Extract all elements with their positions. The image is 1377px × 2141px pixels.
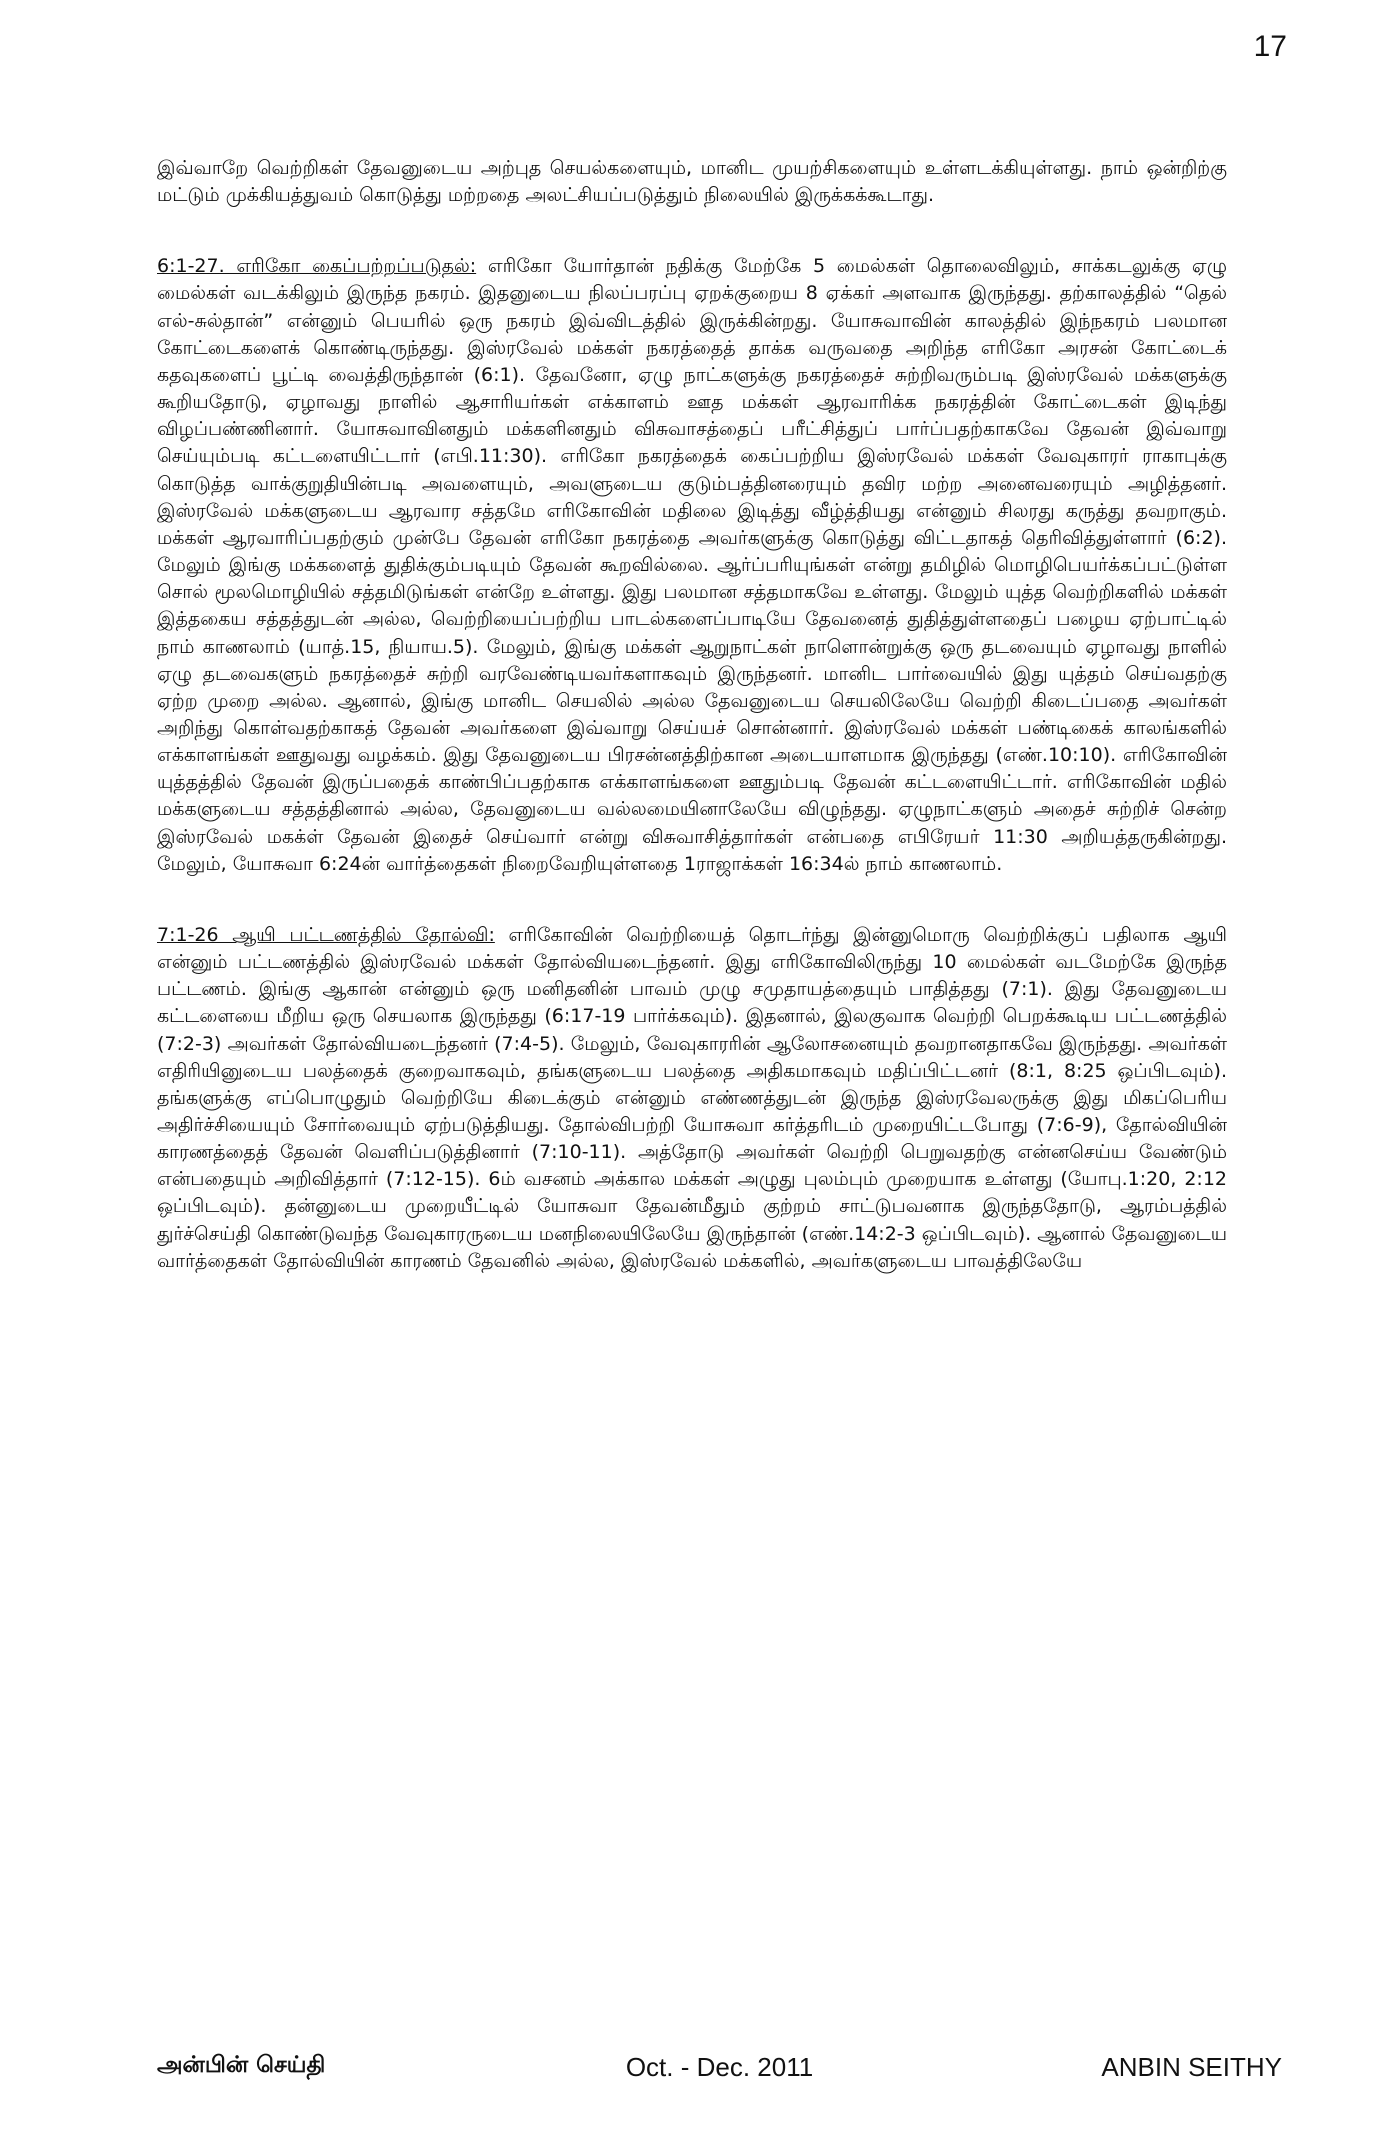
paragraph-ai-defeat (157, 922, 1227, 1275)
footer-magazine-name-english: ANBIN SEITHY (1101, 2052, 1282, 2082)
section-heading-jericho: 6:1-27. எரிகோ கைப்பற்றப்படுதல்: (157, 255, 477, 278)
page-number: 17 (1253, 30, 1287, 63)
section-heading-ai-defeat: 7:1-26 ஆயி பட்டணத்தில் தோல்வி: (157, 923, 495, 946)
paragraph-text: எரிகோவின் வெற்றியைத் தொடர்ந்து இன்னுமொரு வெற்றிக்குப் பதிலாக ஆயி என்னும் பட்டணத்தில் இஸ்ரவேல் மக்கள் தோல்வியடைந்தனர். இது எரிகோவிலிருந்து 10 மைல்கள் வடமேற்கே இருந்த பட்டணம். இங்கு ஆகான் என்னும் ஒரு மனிதனின் பாவம் முழு சமுதாயத்தையும் பாதித்தது (7:1). இது தேவனுடைய கட்டளையை மீறிய ஒரு செயலாக இருந்தது (6:17-19 பார்க்கவும்). இதனால், இலகுவாக வெற்றி பெறக்கூடிய பட்டணத்தில் (7:2-3) அவர்கள் தோல்வியடைந்தனர் (7:4-5). மேலும், வேவுகாரரின் ஆலோசனையும் தவறானதாகவே இருந்தது. அவர்கள் எதிரியினுடைய பலத்தைக் குறைவாகவும், தங்களுடைய பலத்தை அதிகமாகவும் மதிப்பிட்டனர் (8:1, 8:25 ஒப்பிடவும்). தங்களுக்கு எப்பொழுதும் வெற்றியே கிடைக்கும் என்னும் எண்ணத்துடன் இருந்த இஸ்ரவேலருக்கு இது மிகப்பெரிய அதிர்ச்சியையும் சோர்வையும் ஏற்படுத்தியது. தோல்விபற்றி யோசுவா கர்த்தரிடம் முறையிட்டபோது (7:6-9), தோல்வியின் காரணத்தைத் தேவன் வெளிப்படுத்தினார் (7:10-11). அத்தோடு அவர்கள் வெற்றி பெறுவதற்கு என்னசெய்ய வேண்டும் என்பதையும் அறிவித்தார் (7:12-15). 6ம் வசனம் அக்கால மக்கள் அழுது புலம்பும் முறையாக உள்ளது (யோபு.1:20, 2:12 ஒப்பிடவும்). தன்னுடைய முறையீட்டில் யோசுவா தேவன்மீதும் குற்றம் சாட்டுபவனாக இருந்ததோடு, ஆரம்பத்தில் துர்ச்செய்தி கொண்டுவந்த வேவுகாரருடைய மனநிலையிலேயே இருந்தான் (எண்.14:2-3 ஒப்பிடவும்). ஆனால் தேவனுடைய வார்த்தைகள் தோல்வியின் காரணம் தேவனில் அல்ல, இஸ்ரவேல் மக்களில், அவர்களுடைய பாவத்திலேயே (157, 923, 1227, 1272)
paragraph-jericho (157, 253, 1227, 878)
footer-magazine-name-tamil: அன்பின் செய்தி (157, 2052, 326, 2078)
paragraph-text: எரிகோ யோர்தான் நதிக்கு மேற்கே 5 மைல்கள் தொலைவிலும், சாக்கடலுக்கு ஏழு மைல்கள் வடக்கிலும் இருந்த நகரம். இதனுடைய நிலப்பரப்பு ஏறக்குறைய 8 ஏக்கர் அளவாக இருந்தது. தற்காலத்தில் “தெல் எல்-சுல்தான்” என்னும் பெயரில் ஒரு நகரம் இவ்விடத்தில் இருக்கின்றது. யோசுவாவின் காலத்தில் இந்நகரம் பலமான கோட்டைகளைக் கொண்டிருந்தது. இஸ்ரவேல் மக்கள் நகரத்தைத் தாக்க வருவதை அறிந்த எரிகோ அரசன் கோட்டைக் கதவுகளைப் பூட்டி வைத்திருந்தான் (6:1). தேவனோ, ஏழு நாட்களுக்கு நகரத்தைச் சுற்றிவரும்படி இஸ்ரவேல் மக்களுக்கு கூறியதோடு, ஏழாவது நாளில் ஆசாரியர்கள் எக்காளம் ஊத மக்கள் ஆரவாரிக்க நகரத்தின் கோட்டைகள் இடிந்து விழப்பண்ணினார். யோசுவாவினதும் மக்களினதும் விசுவாசத்தைப் பரீட்சித்துப் பார்ப்பதற்காகவே தேவன் இவ்வாறு செய்யும்படி கட்டளையிட்டார் (எபி.11:30). எரிகோ நகரத்தைக் கைப்பற்றிய இஸ்ரவேல் மக்கள் வேவுகாரர் ராகாபுக்கு கொடுத்த வாக்குறுதியின்படி அவளையும், அவளுடைய குடும்பத்தினரையும் தவிர மற்ற அனைவரையும் அழித்தனர். இஸ்ரவேல் மக்களுடைய ஆரவார சத்தமே எரிகோவின் மதிலை இடித்து வீழ்த்தியது என்னும் சிலரது கருத்து தவறாகும். மக்கள் ஆரவாரிப்பதற்கும் முன்பே தேவன் எரிகோ நகரத்தை அவர்களுக்கு கொடுத்து விட்டதாகத் தெரிவித்துள்ளார் (6:2). மேலும் இங்கு மக்களைத் துதிக்கும்படியும் தேவன் கூறவில்லை. ஆர்ப்பரியுங்கள் என்று தமிழில் மொழிபெயர்க்கப்பட்டுள்ள சொல் மூலமொழியில் சத்தமிடுங்கள் என்றே உள்ளது. இது பலமான சத்தமாகவே உள்ளது. மேலும் யுத்த வெற்றிகளில் மக்கள் இத்தகைய சத்தத்துடன் அல்ல, வெற்றியைப்பற்றிய பாடல்களைப்பாடியே தேவனைத் துதித்துள்ளதைப் பழைய ஏற்பாட்டில் நாம் காணலாம் (யாத்.15, நியாய.5). மேலும், இங்கு மக்கள் ஆறுநாட்கள் நாளொன்றுக்கு ஒரு தடவையும் ஏழாவது நாளில் ஏழு தடவைகளும் நகரத்தைச் சுற்றி வரவேண்டியவர்களாகவும் இருந்தனர். மானிட பார்வையில் இது யுத்தம் செய்வதற்கு ஏற்ற முறை அல்ல. ஆனால், இங்கு மானிட செயலில் அல்ல தேவனுடைய செயலிலேயே வெற்றி கிடைப்பதை அவர்கள் அறிந்து கொள்வதற்காகத் தேவன் அவர்களை இவ்வாறு செய்யச் சொன்னார். இஸ்ரவேல் மக்கள் பண்டிகைக் காலங்களில் எக்காளங்கள் ஊதுவது வழக்கம். இது தேவனுடைய பிரசன்னத்திற்கான அடையாளமாக இருந்தது (எண்.10:10). எரிகோவின் யுத்தத்தில் தேவன் இருப்பதைக் காண்பிப்பதற்காக எக்காளங்களை ஊதும்படி தேவன் கட்டளையிட்டார். எரிகோவின் மதில் மக்களுடைய சத்தத்தினால் அல்ல, தேவனுடைய வல்லமையினாலேயே விழுந்தது. ஏழுநாட்களும் அதைச் சுற்றிச் சென்ற இஸ்ரவேல் மகக்ள் தேவன் இதைச் செய்வார் என்று விசுவாசித்தார்கள் என்பதை எபிரேயர் 11:30 அறியத்தருகின்றது. மேலும், யோசுவா 6:24ன் வார்த்தைகள் நிறைவேறியுள்ளதை 1ராஜாக்கள் 16:34ல் நாம் காணலாம். (157, 255, 1227, 875)
paragraph-intro (157, 155, 1227, 209)
footer-issue-date: Oct. - Dec. 2011 (625, 2052, 814, 2082)
page-footer (157, 2052, 1282, 2092)
paragraph-text: இவ்வாறே வெற்றிகள் தேவனுடைய அற்புத செயல்களையும், மானிட முயற்சிகளையும் உள்ளடக்கியுள்ளது. நாம் ஒன்றிற்கு மட்டும் முக்கியத்துவம் கொடுத்து மற்றதை அலட்சியப்படுத்தும் நிலையில் இருக்கக்கூடாது. (157, 157, 1227, 207)
article-body (157, 155, 1227, 1275)
